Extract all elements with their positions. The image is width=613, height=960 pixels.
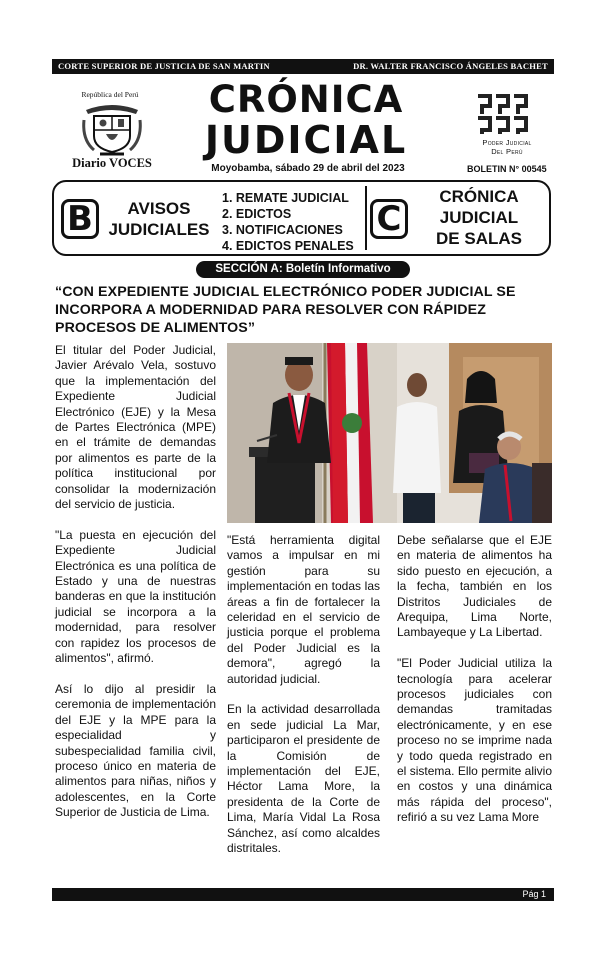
dateline: Moyobamba, sábado 29 de abril del 2023 <box>211 163 405 174</box>
article-headline: “CON EXPEDIENTE JUDICIAL ELECTRÓNICO PODER JUDICIAL SE INCORPORA A MODERNIDAD PARA RESOLVER CON RÁPIDEZ PROCESOS DE ALIMENTOS” <box>55 284 516 336</box>
avisos-line1: AVISOS <box>127 199 191 218</box>
ceremony-photo <box>227 343 552 523</box>
menu-item-edictos: 2. EDICTOS <box>222 207 292 221</box>
paragraph: "El Poder Judicial utiliza la tecnología para acelerar procesos judiciales con demandas tramitadas electrónicamente, y en ese proceso no se imprime nada y todo queda registrado en el sistema. Ello permite alivio en costos y una dinámica más rápida del proceso", refirió a su vez Lama More <box>397 656 552 825</box>
footer-bar <box>52 888 554 901</box>
menu-item-remate: 1. REMATE JUDICIAL <box>222 191 349 205</box>
poder-judicial-country: Del Perú <box>491 147 523 156</box>
article-column-1 <box>55 343 216 836</box>
section-label: SECCIÓN A: Boletín Informativo <box>196 261 410 278</box>
paragraph: En la actividad desarrollada en sede judicial La Mar, participaron el presidente de la Comisión de implementación del EJE, Héctor Lama More, la presidenta de la Corte de Lima, María Vidal La Rosa Sánchez, así como alcaldes distritales. <box>227 702 380 856</box>
peru-seal <box>60 90 160 180</box>
salas-line3: DE SALAS <box>436 229 522 248</box>
masthead-title-line2: JUDICIAL <box>204 118 408 162</box>
masthead <box>190 80 422 160</box>
poder-judicial-icon <box>474 92 530 136</box>
article-column-2 <box>227 533 380 872</box>
paragraph: Debe señalarse que el EJE en materia de alimentos ha sido puesto en ejecución, a la fecha, también en los Distritos Judiciales de Arequipa, Lima Norte, Lambayeque y La Libertad. <box>397 533 552 640</box>
avisos-line2: JUDICIALES <box>108 220 210 239</box>
article-column-3 <box>397 533 552 841</box>
paragraph: "Está herramienta digital vamos a impulsar en mi gestión para su implementación en todas las áreas a fin de fortalecer la celeridad en el servicio de justicia porque el problema del Poder Judicial es la demora", agregó la autoridad judicial. <box>227 533 380 686</box>
director-name: DR. WALTER FRANCISCO ÁNGELES BACHET <box>353 61 548 71</box>
avisos-menu <box>222 190 354 254</box>
salas-line1: CRÓNICA <box>439 187 519 206</box>
coat-of-arms-icon <box>80 100 144 158</box>
section-letter-c: C <box>370 199 408 239</box>
paragraph: "La puesta en ejecución del Expediente Judicial Electrónica es una política de Estado y una de nuestras banderas en que la institución judicial se incorpora a la modernidad, para resolver con rapidez los procesos de alimentos", afirmó. <box>55 527 216 666</box>
cronica-salas <box>420 186 538 249</box>
menu-item-edictos-penales: 4. EDICTOS PENALES <box>222 239 354 253</box>
menu-item-notificaciones: 3. NOTIFICACIONES <box>222 223 343 237</box>
court-name: CORTE SUPERIOR DE JUSTICIA DE SAN MARTIN <box>58 61 270 71</box>
bulletin-number: BOLETIN N° 00545 <box>467 164 547 174</box>
salas-line2: JUDICIAL <box>439 208 519 227</box>
avisos-judiciales <box>104 198 214 240</box>
page-number: Pág 1 <box>522 889 546 899</box>
section-divider <box>365 186 367 250</box>
paragraph: El titular del Poder Judicial, Javier Arévalo Vela, sostuvo que la implementación del Expediente Judicial Electrónico (EJE) y la Mesa de Partes Electrónica (MPE) en el trámite de demandas por alimentos es parte de la política institucional por consolidar la modernización del servicio de justicia. <box>55 343 216 512</box>
publisher-name: Diario VOCES <box>72 156 152 170</box>
ceremony-photo-illustration <box>227 343 552 523</box>
paragraph: Así lo dijo al presidir la ceremonia de implementación del EJE y la MPE para la especialidad y subespecialidad familia civil, proceso único en materia de alimentos para niñas, niños y adolescentes, en la Corte Superior de Justicia de Lima. <box>55 681 216 820</box>
masthead-title-line1: CRÓNICA <box>208 78 404 121</box>
section-letter-b: B <box>61 199 99 239</box>
seal-caption: República del Perú <box>81 90 139 99</box>
top-bar <box>52 59 554 74</box>
poder-judicial-name: Poder Judicial <box>482 138 532 147</box>
